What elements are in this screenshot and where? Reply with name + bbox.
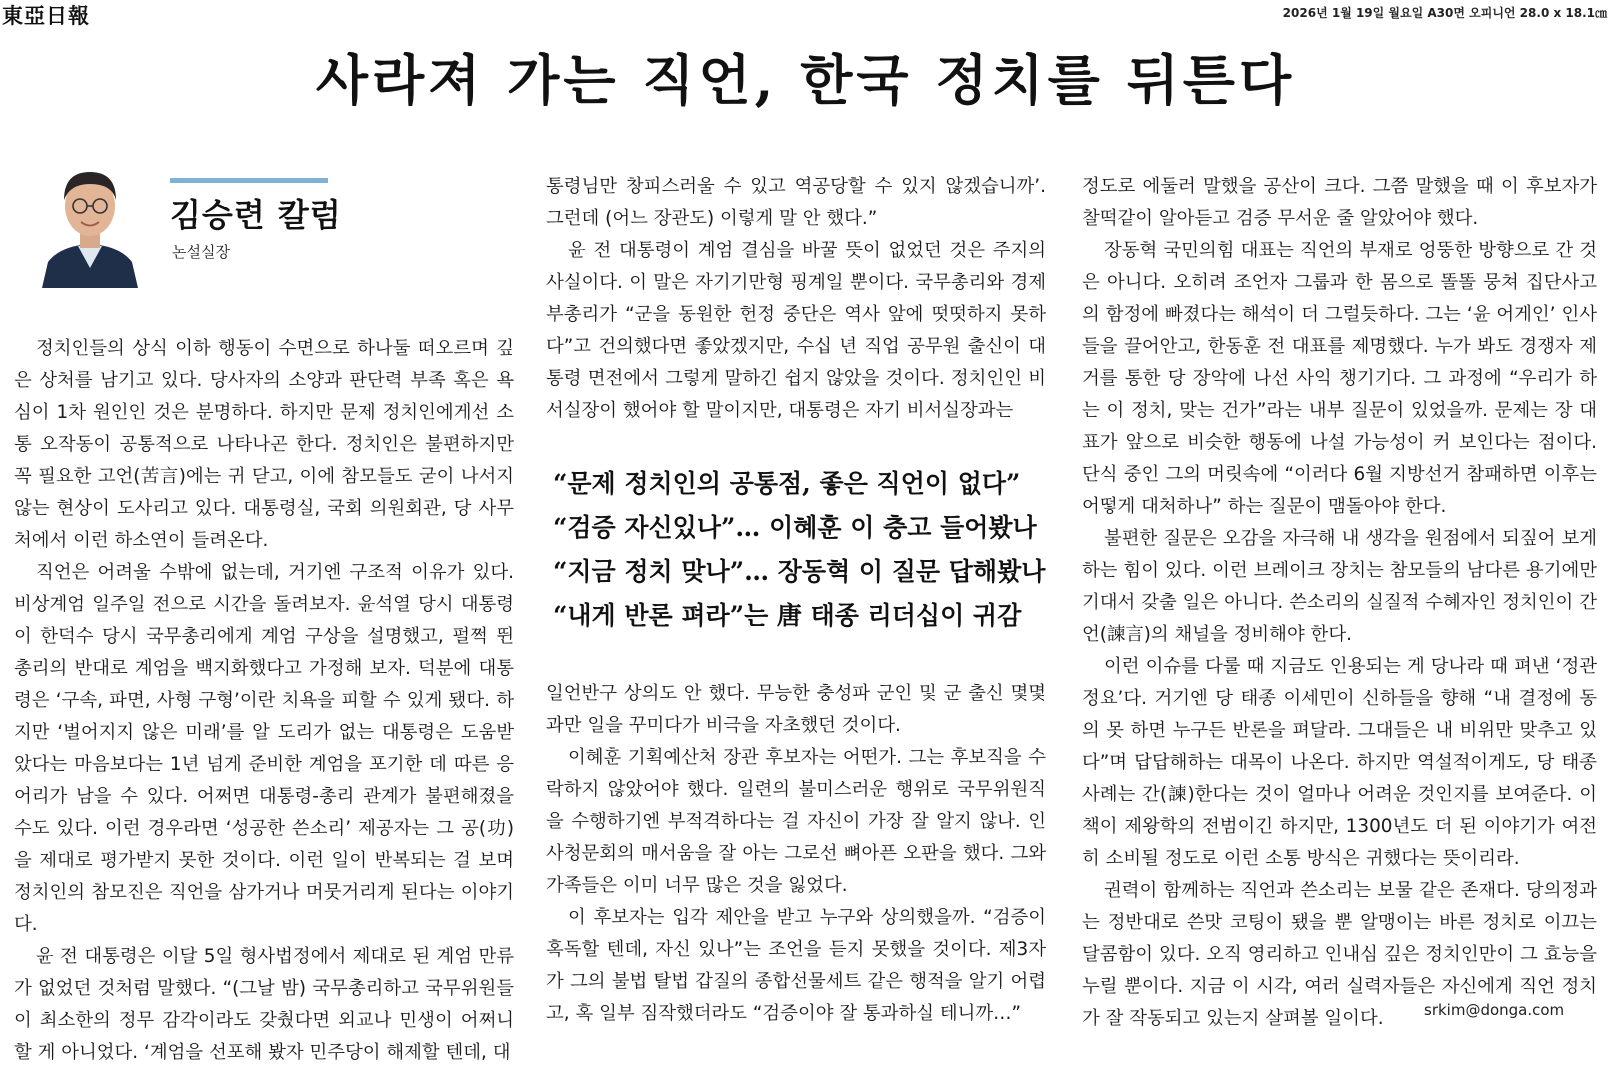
paragraph: 일언반구 상의도 안 했다. 무능한 충성파 군인 및 군 출신 몇몇과만 일을 꾸미다가 비극을 자초했던 것이다.: [546, 683, 1046, 736]
paragraph: 정치인들의 상식 이하 행동이 수면으로 하나둘 떠오르며 깊은 상처를 남기고 있다. 당사자의 소양과 판단력 부족 혹은 욕심이 1차 원인인 것은 분명하다. 하지만 문제 정치인에게선 소통 오작동이 공통적으로 나타나곤 한다. 정치인은 불편하지만 꼭 필요한 고언(苦言)에는 귀 닫고, 이에 참모들도 굳이 나서지 않는 현상이 도사리고 있다. 대통령실, 국회 의원회관, 당 사무처에서 이런 하소연이 들려온다.: [14, 338, 514, 551]
publication-info: 2026년 1월 19일 월요일 A30면 오피니언 28.0 x 18.1㎝: [1282, 6, 1607, 20]
newspaper-masthead: 東亞日報: [2, 3, 90, 28]
article-column-3: [1082, 171, 1597, 1035]
paragraph: 권력이 함께하는 직언과 쓴소리는 보물 같은 존재다. 당의정과는 정반대로 쓴맛 코팅이 됐을 뿐 알맹이는 바른 정치로 이끄는 달콤함이 있다. 오직 영리하고 인내심 깊은 정치인만이 그 효능을 누릴 뿐이다. 지금 이 시각, 여러 실력자들은 자신에게 직언 정치가 잘 작동되고 있는지 살펴볼 일이다.: [1082, 880, 1597, 1029]
paragraph: 이혜훈 기획예산처 장관 후보자는 어떤가. 그는 후보직을 수락하지 않았어야 했다. 일련의 불미스러운 행위로 국무위원직을 수행하기엔 부적격하다는 걸 자신이 가장 잘 알지 않나. 인사청문회의 매서움을 잘 아는 그로선 뼈아픈 오판을 했다. 그와 가족들은 이미 너무 많은 것을 잃었다.: [546, 747, 1046, 896]
paragraph: 윤 전 대통령이 계엄 결심을 바꿀 뜻이 없었던 것은 주지의 사실이다. 이 말은 자기기만형 핑계일 뿐이다. 국무총리와 경제부총리가 “군을 동원한 헌정 중단은 역사 앞에 떳떳하지 못하다”고 건의했다면 좋았겠지만, 수십 년 직업 공무원 출신이 대통령 면전에서 그렇게 말하긴 쉽지 않았을 것이다. 정치인인 비서실장이 했어야 할 말이지만, 대통령은 자기 비서실장과는: [546, 240, 1046, 421]
paragraph: 정도로 에둘러 말했을 공산이 크다. 그쯤 말했을 때 이 후보자가 찰떡같이 알아듣고 검증 무서운 줄 알았어야 했다.: [1082, 176, 1597, 229]
headline: 사라져 가는 직언, 한국 정치를 뒤튼다: [315, 48, 1296, 112]
pull-quote: [553, 462, 1053, 638]
author-portrait-icon: [40, 150, 140, 288]
paragraph: 장동혁 국민의힘 대표는 직언의 부재로 엉뚱한 방향으로 간 것은 아니다. 오히려 조언자 그룹과 한 몸으로 똘똘 뭉쳐 집단사고의 함정에 빠졌다는 해석이 더 그럴듯하다. 그는 ‘윤 어게인’ 인사들을 끌어안고, 한동훈 전 대표를 제명했다. 누가 봐도 경쟁자 제거를 통한 당 장악에 나선 사익 챙기기다. 그 과정에 “우리가 하는 이 정치, 맞는 건가”라는 내부 질문이 있었을까. 문제는 장 대표가 앞으로 비슷한 행동에 나설 가능성이 커 보인다는 점이다. 단식 중인 그의 머릿속에 “이러다 6월 지방선거 참패하면 이후는 어떻게 대처하나” 하는 질문이 맴돌아야 한다.: [1082, 240, 1597, 517]
paragraph: 직언은 어려울 수밖에 없는데, 거기엔 구조적 이유가 있다. 비상계엄 일주일 전으로 시간을 돌려보자. 윤석열 당시 대통령이 한덕수 당시 국무총리에게 계엄 구상을 설명했고, 펄쩍 뛴 총리의 반대로 계엄을 백지화했다고 가정해 보자. 덕분에 대통령은 ‘구속, 파면, 사형 구형’이란 치욕을 피할 수 있게 됐다. 하지만 ‘벌어지지 않은 미래’를 알 도리가 없는 대통령은 도움받았다는 마음보다는 1년 넘게 준비한 계엄을 포기한 데 따른 응어리가 남을 수 있다. 어쩌면 대통령-총리 관계가 불편해졌을 수도 있다. 이런 경우라면 ‘성공한 쓴소리’ 제공자는 그 공(功)을 제대로 평가받지 못한 것이다. 이런 일이 반복되는 걸 보며 정치인의 참모진은 직언을 삼가거나 머뭇거리게 된다는 이야기다.: [14, 562, 514, 935]
article-column-2-bottom: [546, 678, 1046, 1030]
pull-quote-line: “내게 반론 펴라”는 唐 태종 리더십이 귀감: [553, 601, 1022, 630]
pull-quote-line: “지금 정치 맞나”… 장동혁 이 질문 답해봤나: [553, 557, 1046, 586]
author-email[interactable]: srkim@donga.com: [1424, 1001, 1565, 1019]
column-title-rule: [170, 178, 328, 183]
column-name: 김승련 칼럼: [170, 196, 342, 234]
pull-quote-line: “문제 정치인의 공통점, 좋은 직언이 없다”: [553, 469, 1021, 498]
article-column-2-top: [546, 171, 1046, 427]
paragraph: 윤 전 대통령은 이달 5일 형사법정에서 제대로 된 계엄 만류가 없었던 것처럼 말했다. “(그날 밤) 국무총리하고 국무위원들이 최소한의 정무 감각이라도 갖췄다면 외교나 민생이 어쩌니 할 게 아니었다. ‘계엄을 선포해 봤자 민주당이 해제할 텐데, 대: [14, 946, 514, 1063]
paragraph: 통령님만 창피스러울 수 있고 역공당할 수 있지 않겠습니까’. 그런데 (어느 장관도) 이렇게 말 안 했다.”: [546, 176, 1046, 229]
paragraph: 이런 이슈를 다룰 때 지금도 인용되는 게 당나라 때 펴낸 ‘정관정요’다. 거기엔 당 태종 이세민이 신하들을 향해 “내 결정에 동의 못 하면 누구든 반론을 펴달라. 그대들은 내 비위만 맞추고 있다”며 답답해하는 대목이 나온다. 하지만 역설적이게도, 당 태종 사례는 간(諫)한다는 것이 얼마나 어려운 것인지를 보여준다. 이 책이 제왕학의 전범이긴 하지만, 1300년도 더 된 이야기가 여전히 소비될 정도로 이런 소통 방식은 귀했다는 뜻이리라.: [1082, 656, 1597, 869]
paragraph: 불편한 질문은 오감을 자극해 내 생각을 원점에서 되짚어 보게 하는 힘이 있다. 이런 브레이크 장치는 참모들의 남다른 용기에만 기대서 갖출 일은 아니다. 쓴소리의 실질적 수혜자인 정치인이 간언(諫言)의 채널을 정비해야 한다.: [1082, 528, 1597, 645]
article-column-1: [14, 333, 514, 1069]
author-role: 논설실장: [172, 243, 230, 261]
paragraph: 이 후보자는 입각 제안을 받고 누구와 상의했을까. “검증이 혹독할 텐데, 자신 있나”는 조언을 듣지 못했을 것이다. 제3자가 그의 불법 탈법 갑질의 종합선물세트 같은 행적을 알기 어렵고, 혹 일부 짐작했더라도 “검증이야 잘 통과하실 테니까…”: [546, 907, 1046, 1024]
pull-quote-line: “검증 자신있나”… 이혜훈 이 충고 들어봤나: [553, 513, 1037, 542]
